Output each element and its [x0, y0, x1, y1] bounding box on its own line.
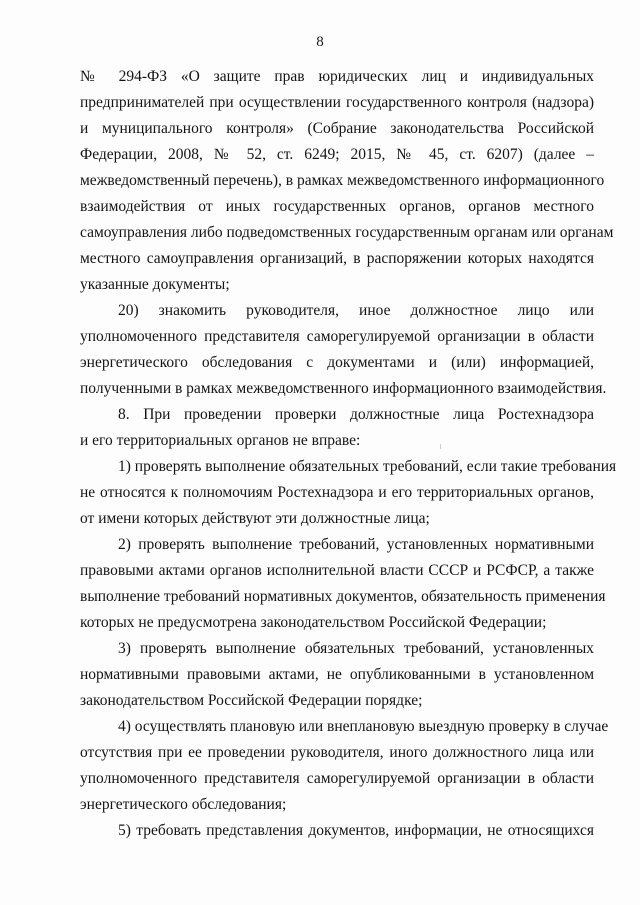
text-line: № 294-ФЗ «О защите прав юридических лиц и индивидуальных — [80, 68, 594, 85]
text-line: 2) проверять выполнение требований, установленных нормативными — [118, 536, 594, 553]
text-line: нормативными правовыми актами, не опубликованными в установленном — [80, 666, 594, 683]
text-line: указанные документы; — [80, 276, 230, 293]
text-line: выполнение требований нормативных документов, обязательность применения — [80, 588, 606, 605]
page-number: 8 — [316, 34, 324, 50]
text-line: не относятся к полномочиям Ростехнадзора и его территориальных органов, — [80, 484, 594, 501]
text-line: 4) осуществлять плановую или внеплановую выездную проверку в случае — [118, 718, 609, 735]
text-line: и его территориальных органов не вправе: — [80, 432, 361, 449]
text-line: законодательством Российской Федерации порядке; — [80, 692, 423, 709]
body-text — [80, 64, 617, 844]
text-line: 20) знакомить руководителя, иное должностное лицо или — [118, 302, 594, 319]
scan-speck — [440, 444, 441, 449]
text-line: предпринимателей при осуществлении государственного контроля (надзора) — [80, 94, 594, 111]
text-line: уполномоченного представителя саморегулируемой организации в области — [80, 328, 594, 345]
text-line: межведомственный перечень), в рамках межведомственного информационного — [80, 172, 605, 189]
text-line: отсутствия при ее проведении руководителя, иного должностного лица или — [80, 744, 594, 761]
text-line: 8. При проведении проверки должностные лица Ростехнадзора — [118, 406, 594, 423]
text-line: уполномоченного представителя саморегулируемой организации в области — [80, 770, 594, 787]
text-line: полученными в рамках межведомственного информационного взаимодействия. — [80, 380, 607, 397]
text-line: местного самоуправления организаций, в распоряжении которых находятся — [80, 250, 594, 267]
text-line: 3) проверять выполнение обязательных требований, установленных — [118, 640, 594, 657]
text-line: которых не предусмотрена законодательством Российской Федерации; — [80, 614, 547, 631]
text-line: Федерации, 2008, № 52, ст. 6249; 2015, № 45, ст. 6207) (далее – — [80, 146, 594, 163]
text-line: самоуправления либо подведомственных государственным органам или органам — [80, 224, 614, 241]
text-line: от имени которых действуют эти должностные лица; — [80, 510, 430, 527]
text-line: 5) требовать представления документов, информации, не относящихся — [118, 822, 594, 839]
text-line: взаимодействия от иных государственных органов, органов местного — [80, 198, 594, 215]
text-line: энергетического обследования; — [80, 796, 287, 813]
text-line: и муниципального контроля» (Собрание законодательства Российской — [80, 120, 594, 137]
text-line: правовыми актами органов исполнительной власти СССР и РСФСР, а также — [80, 562, 594, 579]
text-line: энергетического обследования с документами и (или) информацией, — [80, 354, 594, 371]
text-line: 1) проверять выполнение обязательных требований, если такие требования — [118, 458, 617, 475]
